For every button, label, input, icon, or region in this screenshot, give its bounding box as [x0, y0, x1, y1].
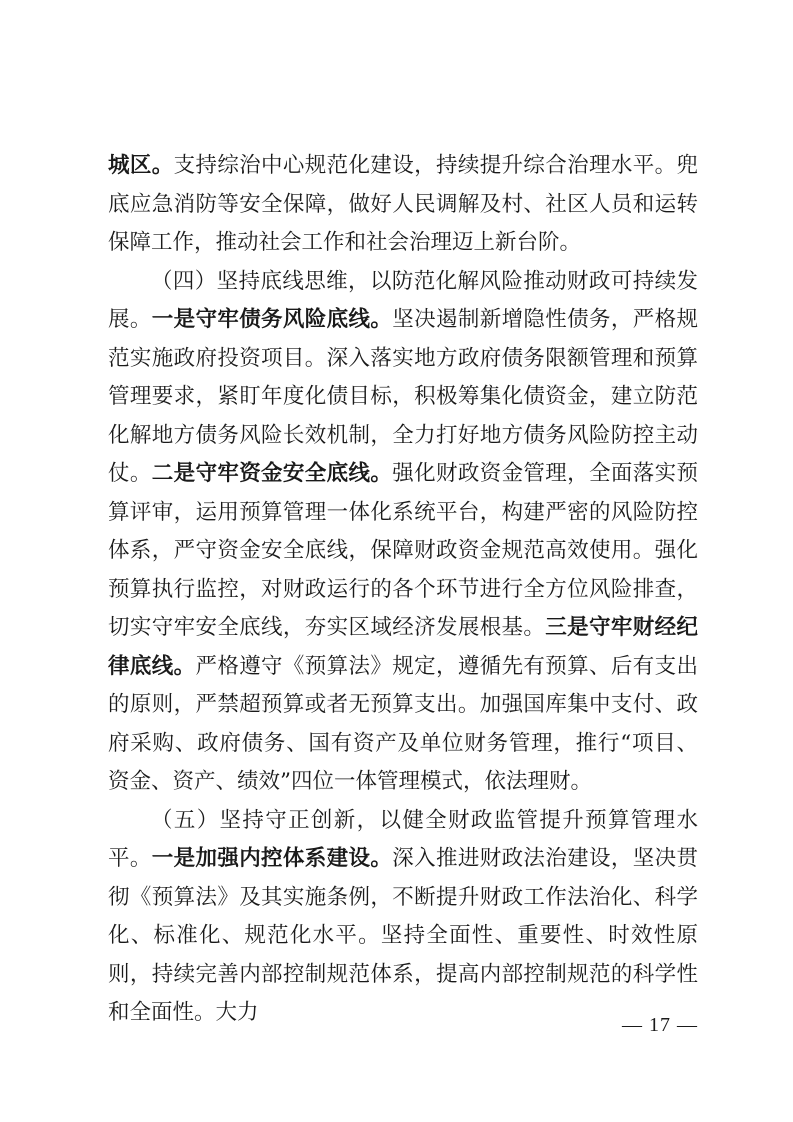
- bold-heading: 三是守牢财经纪律底线。: [108, 615, 698, 679]
- page-number: — 17 —: [622, 1014, 698, 1036]
- body-text: [108, 147, 698, 1033]
- body-text-segment: 支持综治中心规范化建设，持续提升综合治理水平。兜底应急消防等安全保障，做好人民调解及村、社区人员和运转保障工作，推动社会工作和社会治理迈上新台阶。: [108, 153, 698, 255]
- paragraph-2: [108, 263, 698, 802]
- bold-heading: 城区。: [108, 153, 174, 178]
- section-heading: （五）坚持守正创新，以健全财政监管提升预算管理水平。: [108, 807, 698, 871]
- section-heading: （四）坚持底线思维，以防范化解风险推动财政可持续发展。: [108, 268, 698, 332]
- body-text-segment: 坚决遏制新增隐性债务，严格规范实施政府投资项目。深入落实地方政府债务限额管理和预算管理要求，紧盯年度化债目标，积极筹集化债资金，建立防范化解地方债务风险长效机制，全力打好地方债务风险防控主动仗。: [108, 307, 698, 486]
- paragraph-3: [108, 802, 698, 1033]
- bold-heading: 二是守牢资金安全底线。: [151, 461, 393, 486]
- bold-heading: 一是加强内控体系建设。: [151, 846, 393, 871]
- body-text-segment: 强化财政资金管理，全面落实预算评审，运用预算管理一体化系统平台，构建严密的风险防控体系，严守资金安全底线，保障财政资金规范高效使用。强化预算执行监控，对财政运行的各个环节进行全方位风险排查，切实守牢安全底线，夯实区域经济发展根基。: [108, 461, 698, 640]
- body-text-segment: 严格遵守《预算法》规定，遵循先有预算、后有支出的原则，严禁超预算或者无预算支出。加强国库集中支付、政府采购、政府债务、国有资产及单位财务管理，推行“项目、资金、资产、绩效”四位一体管理模式，依法理财。: [108, 653, 698, 794]
- body-text-segment: 深入推进财政法治建设，坚决贯彻《预算法》及其实施条例，不断提升财政工作法治化、科学化、标准化、规范化水平。坚持全面性、重要性、时效性原则，持续完善内部控制规范体系，提高内部控制规范的科学性和全面性。大力: [108, 846, 698, 1025]
- paragraph-1: [108, 147, 698, 263]
- bold-heading: 一是守牢债务风险底线。: [151, 307, 393, 332]
